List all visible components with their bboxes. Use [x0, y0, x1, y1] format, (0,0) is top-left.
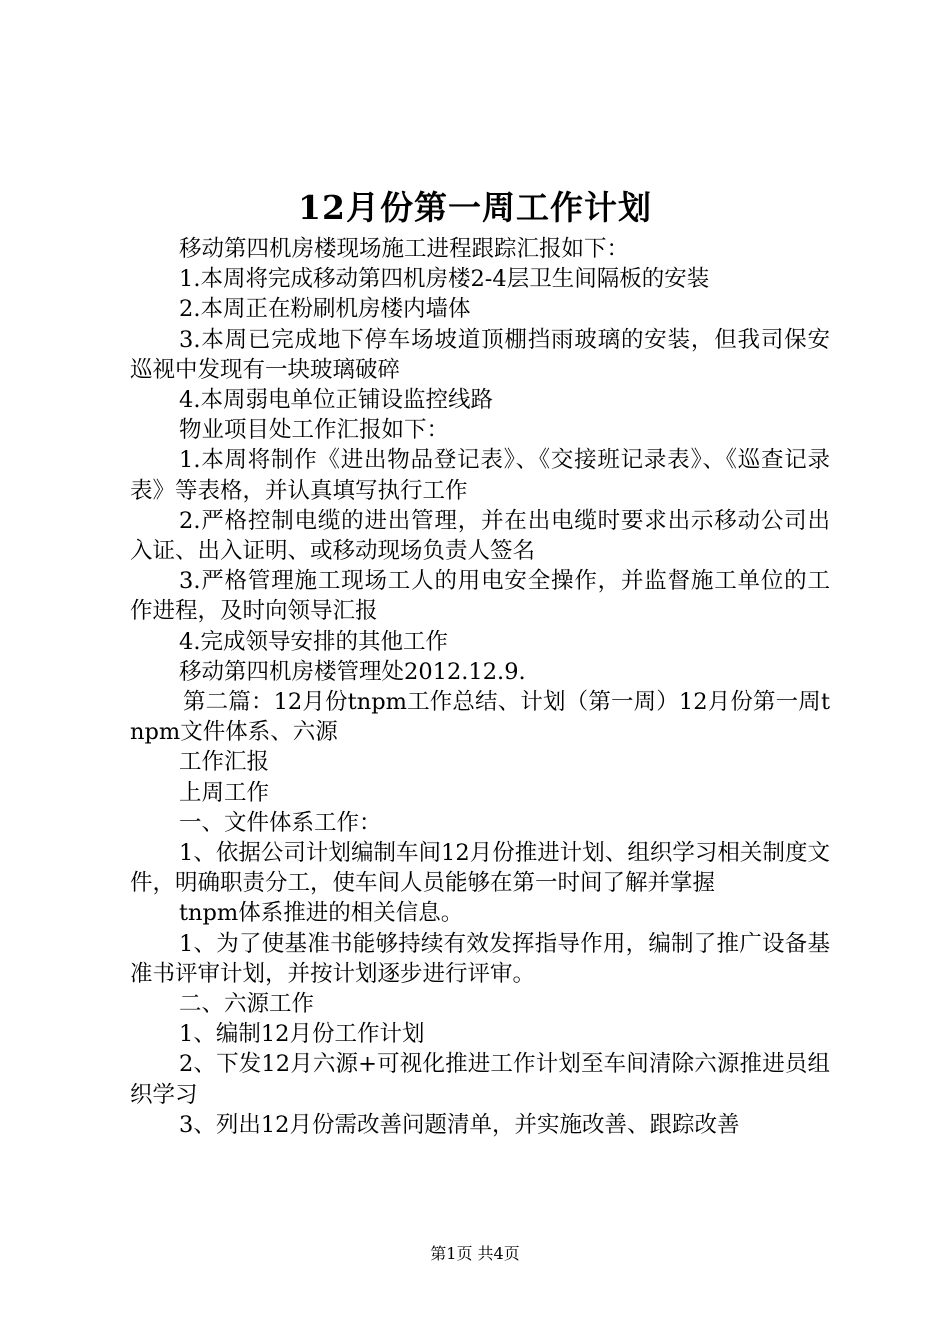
- paragraph: 1.本周将完成移动第四机房楼2-4层卫生间隔板的安装: [179, 266, 710, 293]
- paragraph: 4.完成领导安排的其他工作: [179, 628, 448, 655]
- paragraph: 二、六源工作: [179, 991, 315, 1018]
- document-body: [130, 234, 830, 1140]
- paragraph: 1.本周将制作《进出物品登记表》、《交接班记录表》、《巡查记录表》等表格，并认真填写执行工作: [130, 447, 830, 504]
- paragraph: 3、列出12月份需改善问题清单，并实施改善、跟踪改善: [179, 1111, 740, 1138]
- paragraph: 物业项目处工作汇报如下：: [179, 417, 450, 444]
- paragraph: 移动第四机房楼现场施工进程跟踪汇报如下：: [179, 236, 630, 262]
- paragraph: 2.本周正在粉刷机房楼内墙体: [179, 296, 471, 323]
- paragraph: 一、文件体系工作：: [179, 809, 382, 836]
- paragraph: 3.严格管理施工现场工人的用电安全操作，并监督施工单位的工作进程，及时向领导汇报: [130, 568, 830, 625]
- paragraph: 移动第四机房楼管理处2012.12.9.: [179, 658, 526, 685]
- paragraph: 4.本周弱电单位正铺设监控线路: [179, 387, 493, 414]
- paragraph: 工作汇报: [179, 749, 270, 776]
- document-title: 12月份第一周工作计划: [298, 188, 652, 227]
- paragraph: 2、下发12月六源+可视化推进工作计划至车间清除六源推进员组织学习: [130, 1051, 830, 1108]
- paragraph: 第二篇：12月份tnpm工作总结、计划（第一周）12月份第一周tnpm文件体系、六源: [130, 689, 830, 746]
- paragraph: 1、依据公司计划编制车间12月份推进计划、组织学习相关制度文件，明确职责分工，使车间人员能够在第一时间了解并掌握: [130, 840, 830, 897]
- paragraph: 2.严格控制电缆的进出管理，并在出电缆时要求出示移动公司出入证、出入证明、或移动现场负责人签名: [130, 507, 830, 565]
- paragraph: 1、为了使基准书能够持续有效发挥指导作用，编制了推广设备基准书评审计划，并按计划逐步进行评审。: [130, 930, 830, 987]
- paragraph: 1、编制12月份工作计划: [179, 1021, 425, 1048]
- paragraph: 上周工作: [179, 779, 270, 806]
- paragraph: 3.本周已完成地下停车场坡道顶棚挡雨玻璃的安装，但我司保安巡视中发现有一块玻璃破碎: [130, 326, 830, 383]
- page-footer: 第1页 共4页: [430, 1244, 520, 1263]
- paragraph: tnpm体系推进的相关信息。: [179, 900, 464, 927]
